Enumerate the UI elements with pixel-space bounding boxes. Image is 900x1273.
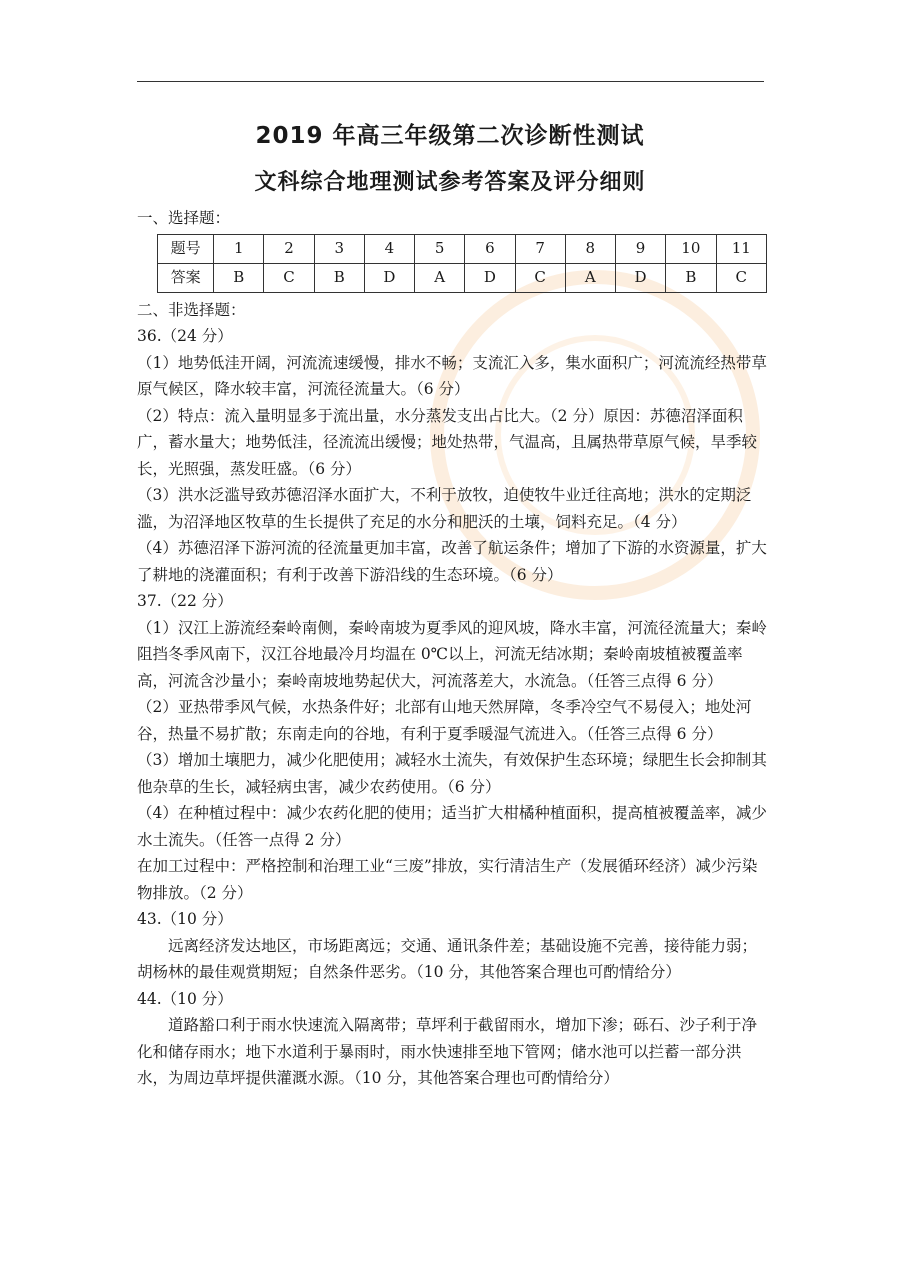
- document-body: [137, 205, 767, 1092]
- question-43-heading: 43.（10 分）: [137, 910, 233, 928]
- section-heading-nonchoice: 二、非选择题：: [137, 300, 246, 319]
- question-36-part-3: （3）洪水泛滥导致苏德沼泽水面扩大，不利于放牧，迫使牧牛业迁往高地；洪水的定期泛滥，为沼泽地区牧草的生长提供了充足的水分和肥沃的土壤，饲料充足。（4 分）: [137, 486, 752, 531]
- table-cell: D: [465, 263, 515, 292]
- table-cell: 1: [214, 234, 264, 263]
- table-cell: 6: [465, 234, 515, 263]
- question-44-answer: 道路豁口利于雨水快速流入隔离带；草坪利于截留雨水，增加下渗；砾石、沙子利于净化和储存雨水；地下水道利于暴雨时，雨水快速排至地下管网；储水池可以拦蓄一部分洪水，为周边草坪提供灌溉水源。（10 分，其他答案合理也可酌情给分）: [137, 1016, 758, 1087]
- table-cell: B: [214, 263, 264, 292]
- answer-table: [157, 234, 767, 293]
- table-cell: 3: [314, 234, 364, 263]
- table-cell: 题号: [158, 234, 214, 263]
- question-36-part-2: （2）特点：流入量明显多于流出量，水分蒸发支出占比大。（2 分）原因：苏德沼泽面积广，蓄水量大；地势低洼，径流流出缓慢；地处热带，气温高，且属热带草原气候，旱季较长，光照强，蒸发旺盛。（6 分）: [137, 406, 758, 478]
- table-row-numbers: [158, 234, 767, 263]
- table-cell: 5: [415, 234, 465, 263]
- header-rule: [137, 81, 764, 82]
- table-cell: 答案: [158, 263, 214, 292]
- table-cell: 11: [716, 234, 766, 263]
- question-37-part-4-cont: 在加工过程中：严格控制和治理工业“三废”排放，实行清洁生产（发展循环经济）减少污染物排放。（2 分）: [137, 857, 758, 902]
- question-37-part-4: （4）在种植过程中：减少农药化肥的使用；适当扩大柑橘种植面积，提高植被覆盖率，减少水土流失。（任答一点得 2 分）: [137, 804, 767, 849]
- table-cell: 7: [515, 234, 565, 263]
- question-37-part-1: （1）汉江上游流经秦岭南侧，秦岭南坡为夏季风的迎风坡，降水丰富，河流径流量大；秦岭阻挡冬季风南下，汉江谷地最冷月均温在 0℃以上，河流无结冰期；秦岭南坡植被覆盖率高，河流含沙量小；秦岭南坡地势起伏大，河流落差大，水流急。（任答三点得 6 分）: [137, 618, 767, 690]
- table-cell: D: [364, 263, 414, 292]
- question-37-part-2: （2）亚热带季风气候，水热条件好；北部有山地天然屏障，冬季冷空气不易侵入；地处河谷，热量不易扩散；东南走向的谷地，有利于夏季暖湿气流进入。（任答三点得 6 分）: [137, 698, 752, 743]
- table-cell: C: [264, 263, 314, 292]
- table-cell: A: [415, 263, 465, 292]
- question-37-heading: 37.（22 分）: [137, 592, 233, 610]
- page-subtitle: 文科综合地理测试参考答案及评分细则: [254, 169, 646, 195]
- table-cell: 10: [666, 234, 716, 263]
- question-36-part-1: （1）地势低洼开阔，河流流速缓慢，排水不畅；支流汇入多，集水面积广；河流流经热带草原气候区，降水较丰富，河流径流量大。（6 分）: [137, 353, 767, 398]
- table-cell: 8: [565, 234, 615, 263]
- section-heading-choice: 一、选择题：: [137, 209, 231, 227]
- question-37-part-3: （3）增加土壤肥力，减少化肥使用；减轻水土流失，有效保护生态环境；绿肥生长会抑制其他杂草的生长，减轻病虫害，减少农药使用。（6 分）: [137, 751, 767, 796]
- table-cell: 4: [364, 234, 414, 263]
- table-cell: C: [716, 263, 766, 292]
- table-cell: B: [314, 263, 364, 292]
- table-cell: A: [565, 263, 615, 292]
- table-cell: B: [666, 263, 716, 292]
- question-44-heading: 44.（10 分）: [137, 989, 233, 1008]
- table-cell: 2: [264, 234, 314, 263]
- table-cell: D: [615, 263, 665, 292]
- table-row-answers: [158, 263, 767, 292]
- question-36-part-4: （4）苏德沼泽下游河流的径流量更加丰富，改善了航运条件；增加了下游的水资源量，扩大了耕地的浇灌面积；有利于改善下游沿线的生态环境。（6 分）: [137, 539, 767, 584]
- question-36-heading: 36.（24 分）: [137, 327, 233, 345]
- table-cell: C: [515, 263, 565, 292]
- table-cell: 9: [615, 234, 665, 263]
- question-43-answer: 远离经济发达地区，市场距离远；交通、通讯条件差；基础设施不完善，接待能力弱；胡杨林的最佳观赏期短；自然条件恶劣。（10 分，其他答案合理也可酌情给分）: [137, 936, 758, 981]
- page-title: 2019 年高三年级第二次诊断性测试: [255, 123, 645, 149]
